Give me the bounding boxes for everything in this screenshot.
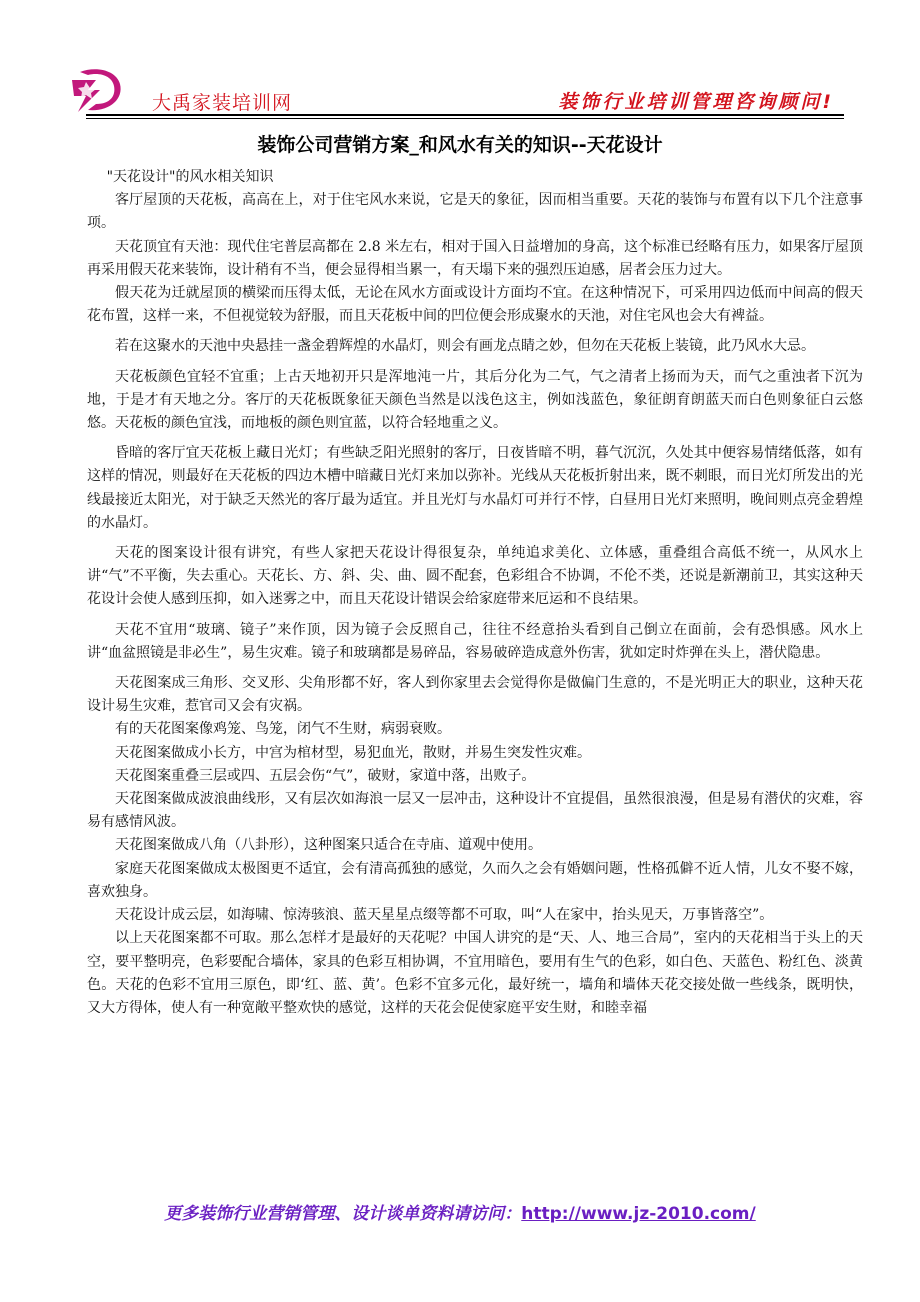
paragraph: 天花图案做成小长方，中宫为棺材型，易犯血光，散财，并易生突发性灾难。 [115, 744, 591, 761]
paragraph: 昏暗的客厅宜天花板上藏日光灯；有些缺乏阳光照射的客厅，日夜皆暗不明，暮气沉沉，久处其中便容易情绪低落，如有这样的情况，则最好在天花板的四边木槽中暗藏日光灯来加以弥补。光线从天花板折射出来，既不刺眼，而日光灯所发出的光线最接近太阳光，对于缺乏天然光的客厅最为适宜。并且光灯与水晶灯可并行不悖，白昼用日光灯来照明，晚间则点亮金碧煌的水晶灯。 [87, 445, 863, 531]
paragraph: 天花顶宜有天池：现代住宅普层高都在 2.8 米左右，相对于国入日益增加的身高，这个标准已经略有压力，如果客厅屋顶再采用假天花来装饰，设计稍有不当，便会显得相当累一，有天塌下来的强烈压迫感，居者会压力过大。 [87, 238, 863, 278]
paragraph: 天花不宜用“玻璃、镜子”来作顶，因为镜子会反照自己，往往不经意抬头看到自己倒立在面前，会有恐惧感。风水上讲“血盆照镜是非必生”，易生灾难。镜子和玻璃都是易碎品，容易破碎造成意外伤害，犹如定时炸弹在头上，潜伏隐患。 [87, 621, 863, 661]
paragraph: 天花图案成三角形、交叉形、尖角形都不好，客人到你家里去会觉得你是做偏门生意的，不是光明正大的职业，这种天花设计易生灾难，惹官司又会有灾祸。 [87, 675, 863, 715]
paragraph: 天花设计成云层，如海啸、惊涛骇浪、蓝天星星点缀等都不可取，叫“人在家中，抬头见天，万事皆落空”。 [115, 907, 774, 924]
page-header [0, 0, 920, 118]
paragraph: 天花图案做成八角（八卦形），这种图案只适合在寺庙、道观中使用。 [115, 837, 542, 854]
header-slogan: 装饰行业培训管理咨询顾问! [558, 91, 834, 113]
paragraph: 天花的图案设计很有讲究，有些人家把天花设计得很复杂，单纯追求美化、立体感，重叠组合高低不统一，从风水上讲“气”不平衡，失去重心。天花长、方、斜、尖、曲、圆不配套，色彩组合不协调，不伦不类，还说是新潮前卫，其实这种天花设计会使人感到压抑，如入迷雾之中，而且天花设计错误会给家庭带来厄运和不良结果。 [87, 545, 863, 608]
header-divider-thin [86, 118, 844, 119]
paragraph: 有的天花图案像鸡笼、鸟笼，闭气不生财，病弱衰败。 [115, 721, 451, 738]
footer-link[interactable]: http://www.jz-2010.com/ [521, 1204, 756, 1224]
document-body [87, 166, 863, 1020]
header-divider-thick [86, 114, 844, 116]
dy-logo-icon [66, 64, 124, 114]
page-footer [0, 1199, 920, 1224]
document-title: 装饰公司营销方案_和风水有关的知识--天花设计 [257, 134, 663, 156]
paragraph: 客厅屋顶的天花板，高高在上，对于住宅风水来说，它是天的象征，因而相当重要。天花的装饰与布置有以下几个注意事项。 [87, 192, 863, 232]
paragraph: 以上天花图案都不可取。那么怎样才是最好的天花呢？中国人讲究的是“天、人、地三合局”，室内的天花相当于头上的天空，要平整明亮，色彩要配合墙体，家具的色彩互相协调，不宜用暗色，要用有生气的色彩，如白色、天蓝色、粉红色、淡黄色。天花的色彩不宜用三原色，即‘红、蓝、黄’。色彩不宜多元化，最好统一，墙角和墙体天花交接处做一些线条，既明快，又大方得体，使人有一种宽敞平整欢快的感觉，这样的天花会促使家庭平安生财，和睦幸福 [87, 930, 863, 1016]
paragraph: 家庭天花图案做成太极图更不适宜，会有清高孤独的感觉，久而久之会有婚姻问题，性格孤僻不近人情，儿女不娶不嫁，喜欢独身。 [87, 860, 863, 900]
paragraph: 天花图案重叠三层或四、五层会伤“气”，破财，家道中落，出败子。 [115, 767, 536, 784]
footer-text: 更多装饰行业营销管理、设计谈单资料请访问： [164, 1204, 522, 1224]
site-name: 大禹家装培训网 [152, 92, 293, 114]
paragraph: 若在这聚水的天池中央悬挂一盏金碧辉煌的水晶灯，则会有画龙点睛之妙，但勿在天花板上装镜，此乃风水大忌。 [115, 338, 815, 355]
paragraph-heading: "天花设计"的风水相关知识 [106, 169, 274, 185]
paragraph: 天花板颜色宜轻不宜重；上古天地初开只是浑地沌一片，其后分化为二气，气之清者上扬而为天，而气之重浊者下沉为地，于是才有天地之分。客厅的天花板既象征天颜色当然是以浅色这主，例如浅蓝色，象征朗育朗蓝天而白色则象征白云悠悠。天花板的颜色宜浅，而地板的颜色则宜蓝，以符合轻地重之义。 [87, 368, 863, 432]
paragraph: 天花图案做成波浪曲线形，又有层次如海浪一层又一层冲击，这种设计不宜提倡，虽然很浪漫，但是易有潜伏的灾难，容易有感情风波。 [87, 791, 863, 831]
paragraph: 假天花为迁就屋顶的横梁而压得太低，无论在风水方面或设计方面均不宜。在这种情况下，可采用四边低而中间高的假天花布置，这样一来，不但视觉较为舒服，而且天花板中间的凹位便会形成聚水的天池，对住宅风也会大有裨益。 [87, 285, 863, 325]
